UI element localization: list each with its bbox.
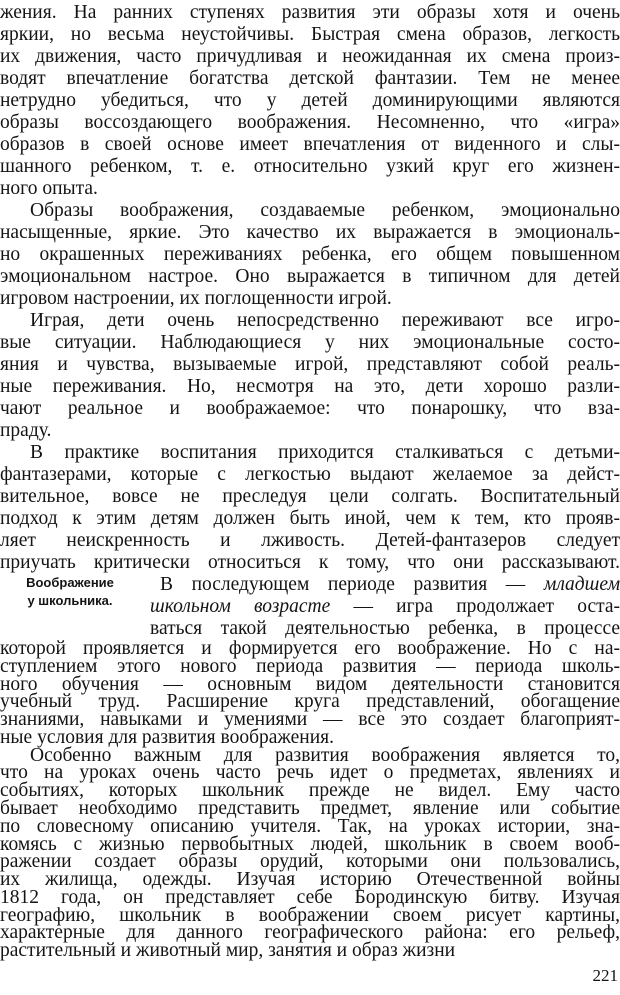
text-line: образов в своей основе имеет впечатления от виденного и слы- [0, 134, 620, 155]
text-line: по словесному описанию учителя. Так, на уроках истории, зна- [0, 815, 620, 837]
text-line: эмоциональном настрое. Оно выражается в типичном для детей [0, 266, 620, 287]
text-line: географию, школьник в воображении своем рисует картины, [0, 904, 620, 926]
paragraph-start: Играя, дети очень непосредственно переживают все игро- [30, 310, 620, 331]
text-line: но окрашенных переживаниях ребенка, его общем повышенном [0, 244, 620, 265]
text-line: шанного ребенком, т. е. относительно узкий круг его жизнен- [0, 156, 620, 177]
text-line: приучать критически относиться к тому, что они рассказывают. [0, 552, 620, 573]
text-line: ступлением этого нового периода развития — периода школь- [0, 655, 620, 677]
text-line: ного опыта. [0, 178, 98, 199]
page-number: 221 [592, 966, 618, 985]
text-line: характерные для данного географического района: его рельеф, [0, 922, 620, 944]
text-line: комясь с жизнью первобытных людей, школьник в своем вооб- [0, 833, 620, 855]
emphasis-text: школьном возрасте [150, 596, 331, 617]
paragraph-start: Особенно важным для развития воображения является то, [30, 744, 620, 766]
text-line: нетрудно убедиться, что у детей доминирующими являются [0, 90, 620, 111]
text-line: вые ситуации. Наблюдающиеся у них эмоциональные состо- [0, 332, 620, 353]
text-line: подход к этим детям должен быть иной, чем к тем, кто прояв- [0, 508, 620, 529]
text-line [150, 596, 620, 618]
paragraph-start [150, 574, 620, 596]
text-line: их движения, часто причудливая и неожиданная их смена произ- [0, 46, 620, 67]
text-line: событиях, которых школьник прежде не видел. Ему часто [0, 780, 620, 802]
emphasis-text: младшем [543, 574, 620, 595]
text-line: растительный и животный мир, занятия и образ жизни [0, 940, 456, 962]
text-line: яния и чувства, вызываемые игрой, представляют собой реаль- [0, 354, 620, 375]
text-line: праду. [0, 420, 52, 441]
side-heading-line: у школьника. [27, 593, 113, 608]
text-line: учебный труд. Расширение круга представлений, обогащение [0, 691, 620, 713]
text-line: ные переживания. Но, несмотря на это, дети хорошо разли- [0, 376, 620, 397]
text-line: чают реальное и воображаемое: что понарошку, что взa- [0, 398, 620, 419]
text-line: жения. На ранних ступенях развития эти образы хотя и очень [0, 2, 620, 23]
text-line: образы воссоздающего воображения. Несомненно, что «игра» [0, 112, 620, 133]
paragraph-start: Образы воображения, создаваемые ребенком, эмоционально [30, 200, 620, 221]
text-line: ного обучения — основным видом деятельности становится [0, 673, 620, 695]
text-line: вительное, вовсе не преследуя цели солгать. Воспитательный [0, 486, 620, 507]
text-span: В последующем периоде развития — [160, 574, 526, 595]
text-line: насыщенные, яркие. Это качество их выражается в эмоциональ- [0, 222, 620, 243]
text-line: знаниями, навыками и умениями — все это создает благоприят- [0, 709, 620, 731]
side-heading [0, 574, 140, 610]
text-line: их жилища, одежды. Изучая историю Отечественной войны [0, 869, 620, 891]
text-line: бывает необходимо представить предмет, явление или событие [0, 798, 620, 819]
text-line: фантазерами, которые с легкостью выдают желаемое за дейст- [0, 464, 620, 485]
text-line: игровом настроении, их поглощенности игрой. [0, 288, 392, 309]
text-span: — игра продолжает оста- [353, 596, 620, 617]
text-line: ляет неискренность и лживость. Детей-фантазеров следует [0, 530, 620, 551]
text-line: ваться такой деятельностью ребенка, в процессе [150, 618, 620, 639]
text-line: ные условия для развития воображения. [0, 726, 334, 748]
text-line: что на уроках очень часто речь идет о предметах, явлениях и [0, 762, 620, 784]
paragraph-start: В практике воспитания приходится сталкиваться с детьми- [30, 442, 620, 463]
text-line: которой проявляется и формируется его воображение. Но с на- [0, 638, 620, 659]
side-heading-line: Воображение [26, 575, 114, 590]
text-line: водят впечатление богатства детской фантазии. Тем не менее [0, 68, 620, 89]
text-line: ражении создает образы орудий, которыми они пользовались, [0, 851, 620, 873]
text-line: 1812 года, он представляет себе Бородинскую битву. Изучая [0, 886, 620, 908]
text-line: яркии, но весьма неустойчивы. Быстрая смена образов, легкость [0, 24, 620, 45]
